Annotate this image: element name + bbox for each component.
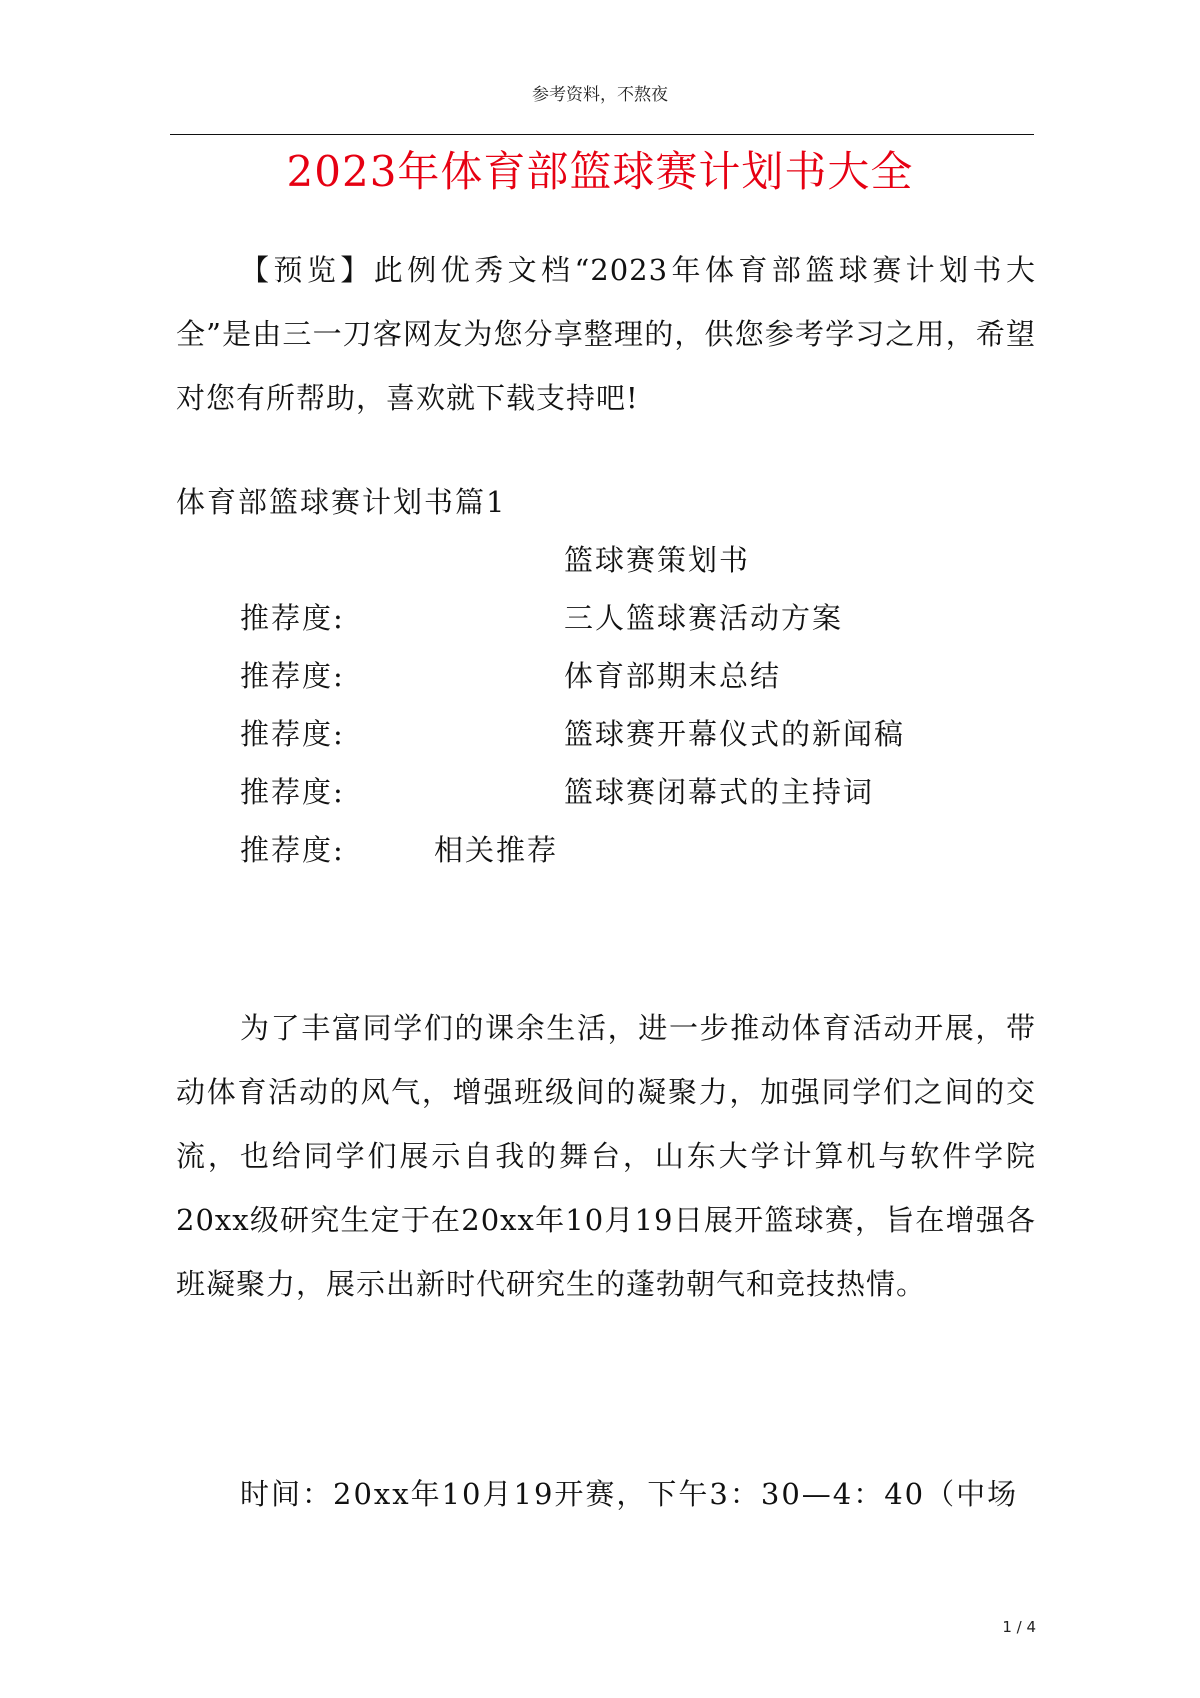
document-title: 2023年体育部篮球赛计划书大全	[286, 147, 914, 196]
time-line: 时间：20xx年10月19开赛，下午3：30—4：40（中场	[240, 1477, 1019, 1511]
recommend-label: 推荐度:	[240, 775, 345, 809]
recommended-link[interactable]: 篮球赛开幕仪式的新闻稿	[564, 717, 906, 751]
page-number: 1 / 4	[1002, 1618, 1036, 1636]
preview-paragraph: 【预览】此例优秀文档“2023年体育部篮球赛计划书大全”是由三一刀客网友为您分享整理的，供您参考学习之用，希望对您有所帮助，喜欢就下载支持吧!	[176, 253, 1036, 415]
body-paragraph: 为了丰富同学们的课余生活，进一步推动体育活动开展，带动体育活动的风气，增强班级间的凝聚力，加强同学们之间的交流，也给同学们展示自我的舞台，山东大学计算机与软件学院20xx级研究生定于在20xx年10月19日展开篮球赛，旨在增强各班凝聚力，展示出新时代研究生的蓬勃朝气和竞技热情。	[176, 1011, 1036, 1301]
header-note: 参考资料，不熬夜	[532, 85, 668, 105]
recommended-link[interactable]: 三人篮球赛活动方案	[564, 601, 844, 635]
section-heading: 体育部篮球赛计划书篇1	[176, 485, 507, 519]
recommend-label: 推荐度:	[240, 659, 345, 693]
header-divider	[170, 134, 1034, 135]
recommend-label: 推荐度:	[240, 601, 345, 635]
recommended-link[interactable]: 篮球赛闭幕式的主持词	[564, 775, 875, 809]
recommended-link[interactable]: 体育部期末总结	[564, 659, 782, 693]
related-recommend-label: 相关推荐	[434, 833, 559, 867]
recommend-list-heading: 篮球赛策划书	[564, 543, 751, 577]
recommend-label: 推荐度:	[240, 833, 345, 867]
recommend-label: 推荐度:	[240, 717, 345, 751]
